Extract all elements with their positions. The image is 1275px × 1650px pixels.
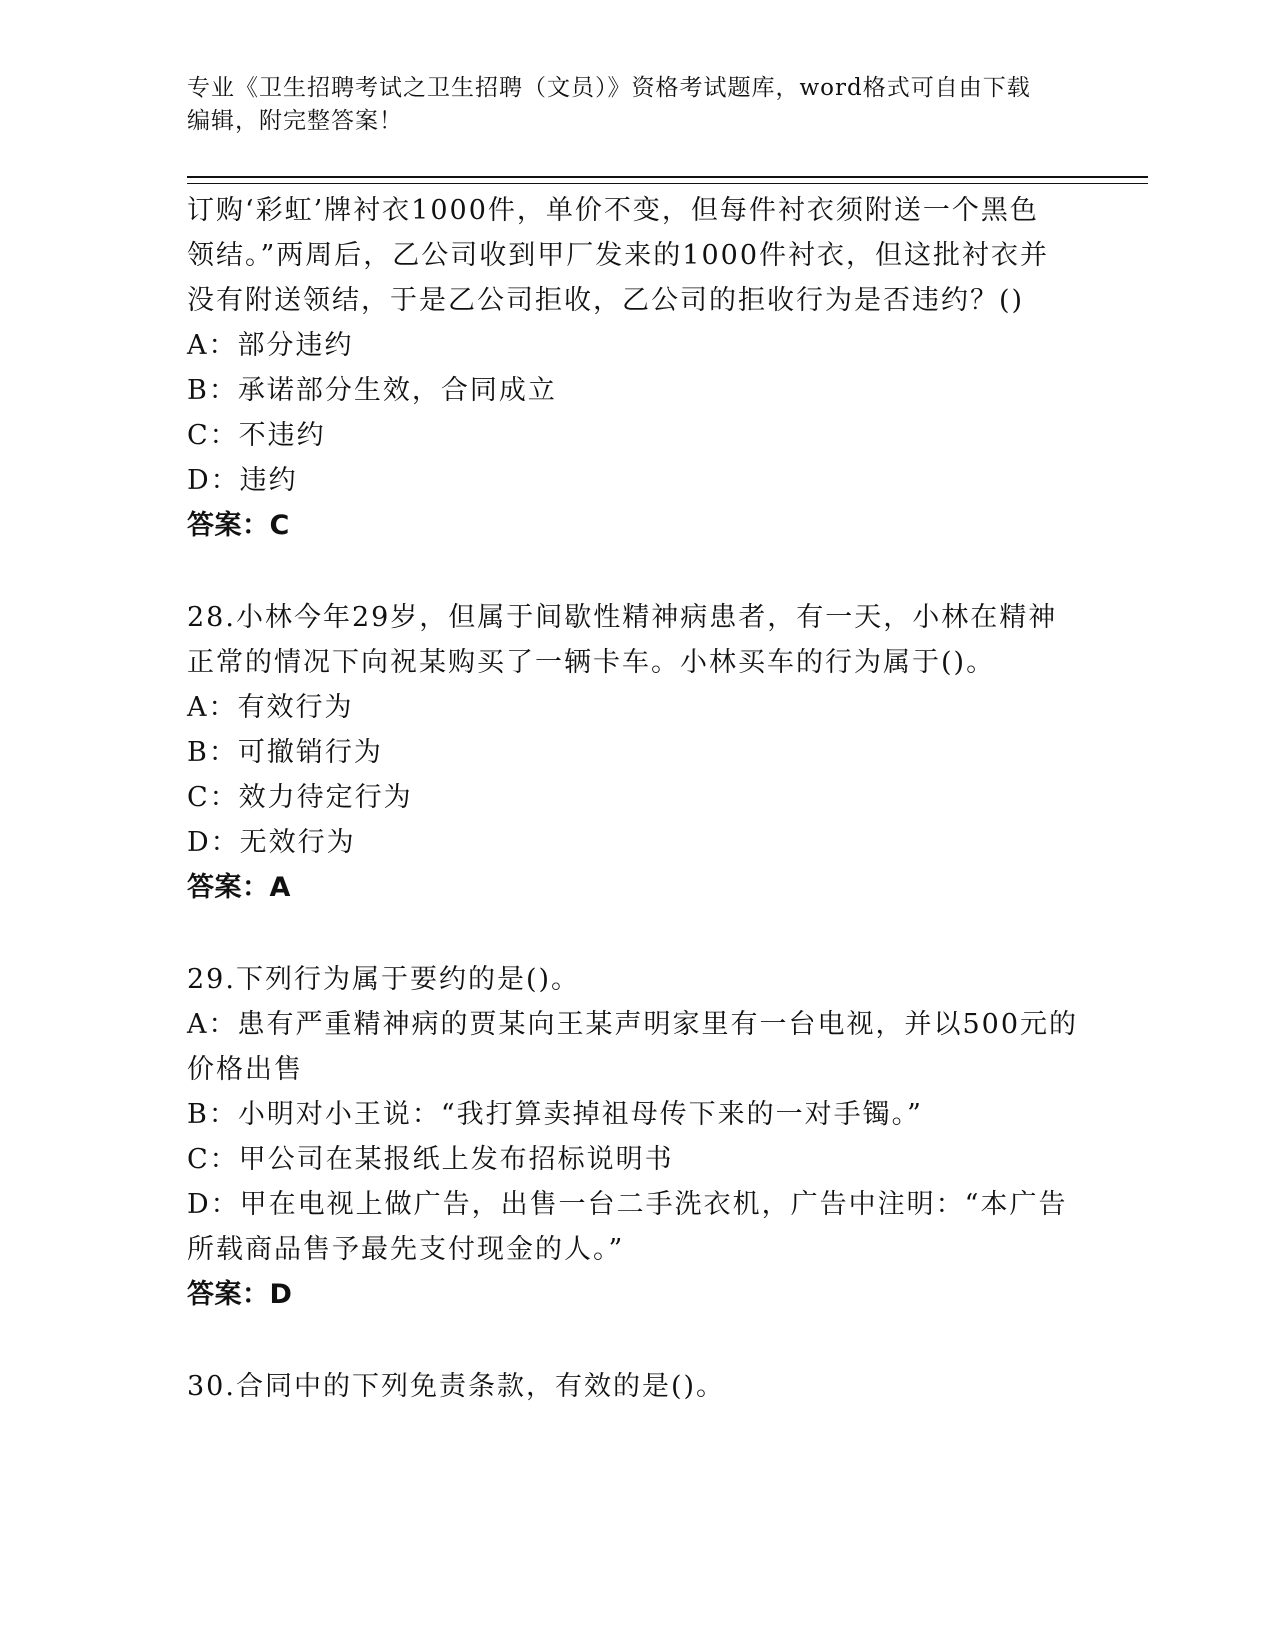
option-c: C：效力待定行为 xyxy=(187,782,413,813)
question-stem-line: 订购‘彩虹’牌衬衣1000件，单价不变，但每件衬衣须附送一个黑色 xyxy=(187,195,1039,226)
question-27 xyxy=(187,188,1067,548)
header-divider xyxy=(187,176,1148,184)
option-c: C：不违约 xyxy=(187,420,326,451)
option-b: B：可撤销行为 xyxy=(187,737,383,768)
question-spacer xyxy=(187,910,1067,957)
question-29 xyxy=(187,957,1079,1317)
question-30 xyxy=(187,1364,1067,1409)
answer-line: 答案：C xyxy=(187,510,290,541)
option-a: A：有效行为 xyxy=(187,692,354,723)
option-d-continued: 所载商品售予最先支付现金的人。” xyxy=(187,1234,625,1265)
option-d: D：无效行为 xyxy=(187,827,356,858)
question-stem-line: 28.小林今年29岁，但属于间歇性精神病患者，有一天，小林在精神 xyxy=(187,602,1058,633)
question-spacer xyxy=(187,1317,1067,1364)
question-spacer xyxy=(187,548,1067,595)
option-c: C：甲公司在某报纸上发布招标说明书 xyxy=(187,1144,674,1175)
option-b: B：小明对小王说：“我打算卖掉祖母传下来的一对手镯。” xyxy=(187,1099,923,1130)
question-list xyxy=(187,188,1079,1409)
question-stem-line: 29.下列行为属于要约的是()。 xyxy=(187,964,581,995)
question-28 xyxy=(187,595,1067,910)
header-line-2: 编辑，附完整答案！ xyxy=(187,108,403,134)
answer-line: 答案：D xyxy=(187,1279,293,1310)
option-a-continued: 价格出售 xyxy=(187,1054,303,1085)
option-b: B：承诺部分生效，合同成立 xyxy=(187,375,557,406)
option-d: D：甲在电视上做广告，出售一台二手洗衣机，广告中注明：“本广告 xyxy=(187,1189,1068,1220)
question-stem-line: 没有附送领结，于是乙公司拒收，乙公司的拒收行为是否违约？() xyxy=(187,285,1025,316)
option-d: D：违约 xyxy=(187,465,298,496)
option-a: A：患有严重精神病的贾某向王某声明家里有一台电视，并以500元的 xyxy=(187,1009,1079,1040)
header-line-1: 专业《卫生招聘考试之卫生招聘（文员）》资格考试题库，word格式可自由下载 xyxy=(187,75,1031,101)
answer-line: 答案：A xyxy=(187,872,291,903)
question-stem-line: 正常的情况下向祝某购买了一辆卡车。小林买车的行为属于()。 xyxy=(187,647,996,678)
document-header xyxy=(187,72,1087,138)
question-stem-line: 30.合同中的下列免责条款，有效的是()。 xyxy=(187,1371,726,1402)
question-stem-line: 领结。”两周后，乙公司收到甲厂发来的1000件衬衣，但这批衬衣并 xyxy=(187,240,1050,271)
option-a: A：部分违约 xyxy=(187,330,354,361)
